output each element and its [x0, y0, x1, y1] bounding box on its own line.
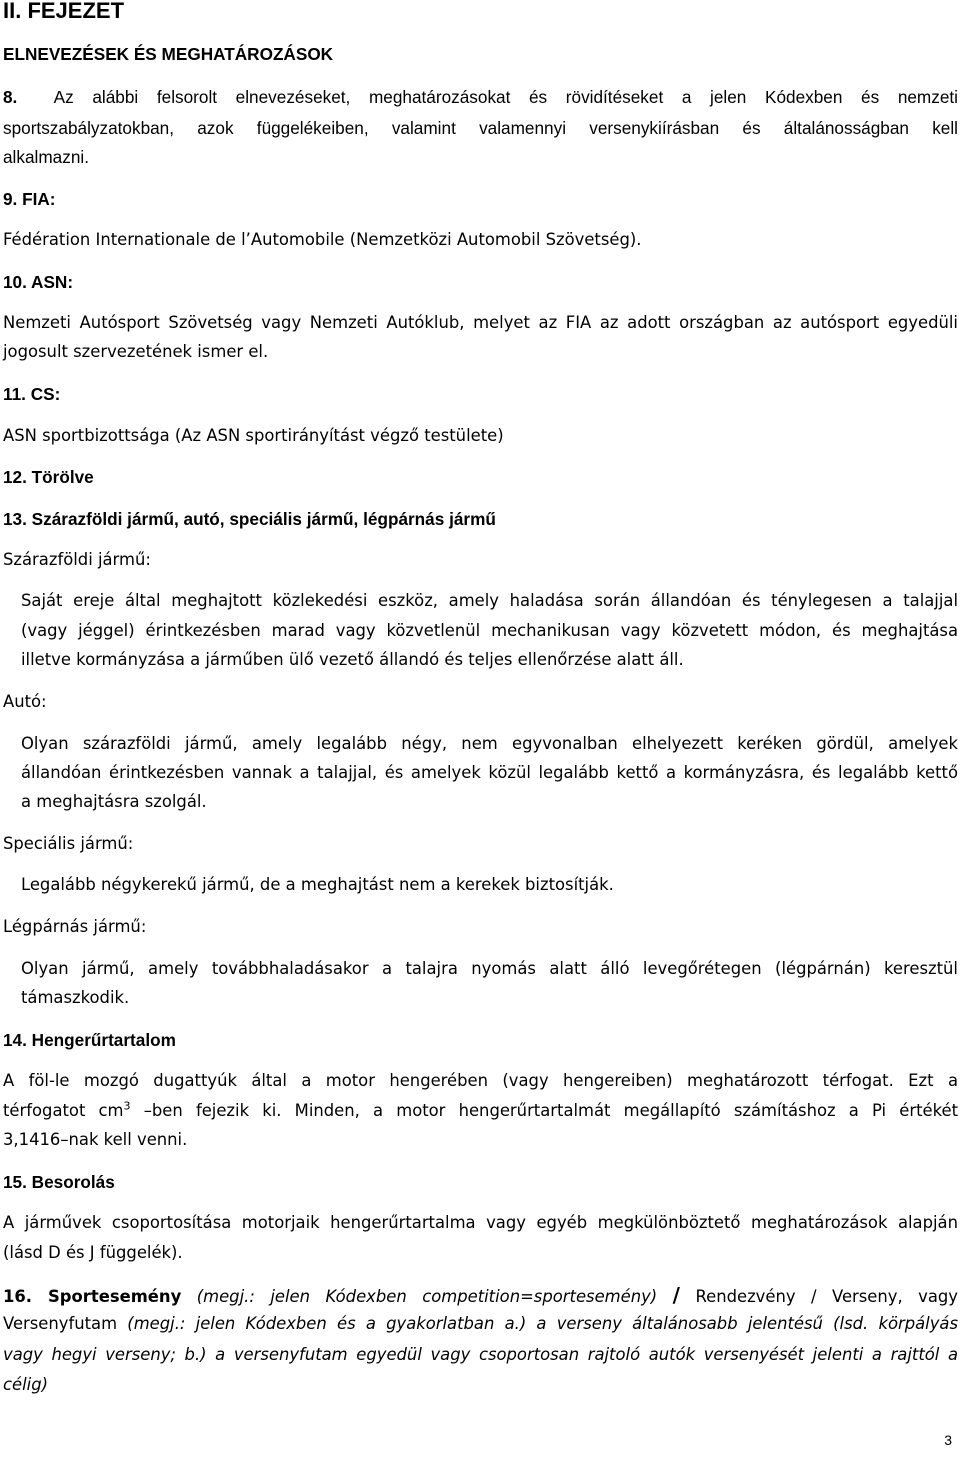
chapter-title: II. FEJEZET — [3, 0, 125, 23]
section-title: ELNEVEZÉSEK ÉS MEGHATÁROZÁSOK — [3, 44, 334, 64]
page-number: 3 — [944, 1432, 952, 1448]
